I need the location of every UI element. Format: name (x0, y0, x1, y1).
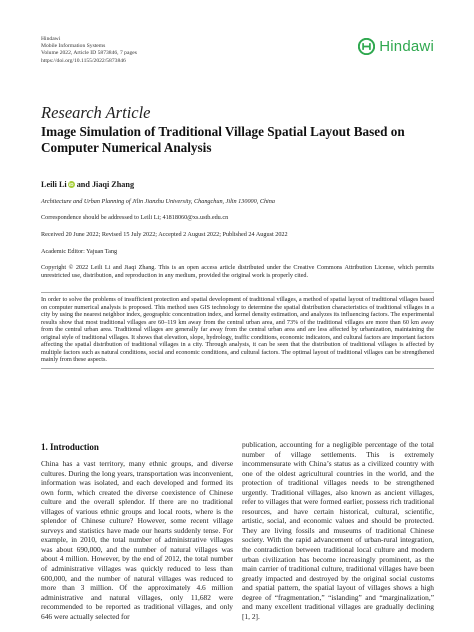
body-column-left: China has a vast territory, many ethnic groups, and diverse cultures. During the long years, transportation was inconvenient, information was isolated, and each developed and formed its own form, which created the diverse coexistence of Chinese culture and the overall splendor. If there are no traditional villages of various ethnic groups and local roots, where is the splendor of Chinese culture? However, some recent village surveys and statistics have made our hearts suddenly tense. For example, in 2010, the total number of administrative villages was about 690,000, and the number of natural villages was about 4 million. However, by the end of 2012, the total number of administrative villages was quickly reduced to less than 600,000, and the number of natural villages was reduced to more than 3 million. Of the approximately 4.6 million administrative and natural villages, only 11,682 were recommended to be reported as traditional villages, and only 646 were actually selected for (41, 459, 233, 621)
publication-dates: Received 20 June 2022; Revised 15 July 2022; Accepted 2 August 2022; Published 24 August 2022 (41, 231, 288, 238)
abstract: In order to solve the problems of insufficient protection and spatial development of traditional villages, a method of spatial layout of traditional villages based on computer numerical analysis is proposed. This method uses GIS technology to determine the spatial distribution characteristics of traditional villages in a city by using the nearest neighbor index, geographic concentration index, and kernel density estimation, and analyzes its influencing factors. The experimental results show that most traditional villages are 60–119 km away from the central urban area, and 73% of the traditional villages are more than 60 km away from the central urban area. Traditional villages are generally far away from the central urban area and are less affected by urbanization, maintaining the original style of traditional villages. It shows that elevation, slope, hydrology, traffic conditions, economic indicators, and cultural factors are important factors affecting the spatial distribution of traditional villages in a city. Through analysis, it can be seen that the distribution of traditional villages is affected by multiple factors such as natural conditions, social and economic conditions, and cultural factors. The optimal layout of traditional villages can be strengthened mainly from these aspects. (41, 292, 434, 369)
volume-info: Volume 2022, Article ID 5873846, 7 pages (41, 50, 137, 57)
logo-text: Hindawi (379, 38, 434, 55)
copyright-notice: Copyright © 2022 Leili Li and Jiaqi Zhang. This is an open access article distributed under the Creative Commons Attribution License, which permits unrestricted use, distribution, and reproduction in any medium, provided the original work is properly cited. (41, 264, 434, 279)
journal-name: Mobile Information Systems (41, 43, 106, 50)
academic-editor: Academic Editor: Yajuan Tang (41, 248, 118, 255)
orcid-icon[interactable]: iD (68, 182, 74, 187)
author-list (41, 180, 134, 189)
author-name[interactable]: Leili Li (41, 180, 67, 189)
section-heading: 1. Introduction (41, 442, 99, 452)
affiliation: Architecture and Urban Planning of Jilin Jianzhu University, Changchun, Jilin 130000, China (41, 198, 275, 205)
body-column-right: publication, accounting for a negligible percentage of the total number of village settlements. This is extremely incommensurate with China’s status as a civilized country with one of the oldest agricultural countries in the world, and the protection of traditional villages needs to be strengthened urgently. Traditional villages, also known as ancient villages, refer to villages that were formed earlier, possess rich traditional resources, and have certain historical, cultural, scientific, artistic, social, and economic values and should be protected. They are living fossils and museums of traditional Chinese society. With the rapid advancement of urban-rural integration, the contradiction between traditional local culture and modern urban civilization has become increasingly prominent, as the main carrier of traditional culture, traditional villages have been greatly impacted and destroyed by the original social customs and spatial pattern, the spatial layout of villages shows a high degree of “fragmentation,” “islanding” and “marginalization,” and many excellent traditional villages are gradually declining [1, 2]. (242, 440, 434, 621)
hindawi-logo (358, 38, 434, 55)
article-title: Image Simulation of Traditional Village Spatial Layout Based on Computer Numerical Analysis (41, 124, 405, 155)
doi-link[interactable]: https://doi.org/10.1155/2022/5873846 (41, 57, 126, 64)
publisher-name: Hindawi (41, 36, 61, 42)
publication-info (41, 36, 137, 65)
article-type: Research Article (41, 103, 151, 122)
hindawi-logo-icon (358, 38, 375, 55)
author-joiner[interactable]: and Jiaqi Zhang (76, 180, 135, 189)
correspondence: Correspondence should be addressed to Leili Li; 41818060@xs.ustb.edu.cn (41, 214, 229, 221)
